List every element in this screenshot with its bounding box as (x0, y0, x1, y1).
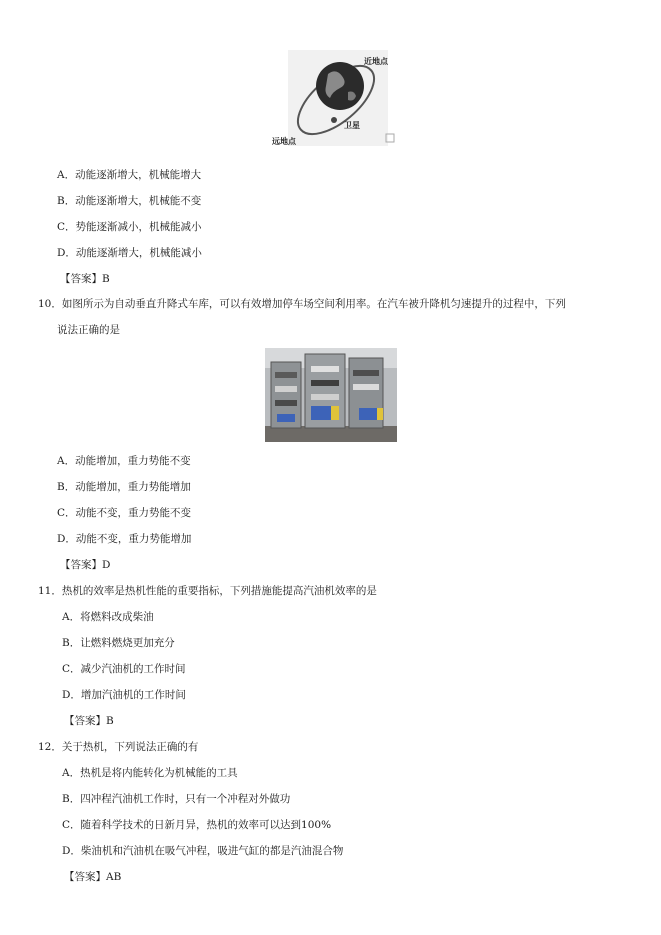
q11-option-a: A．将燃料改成柴油 (62, 611, 154, 623)
q11-option-d: D．增加汽油机的工作时间 (62, 689, 186, 701)
apogee-label: 远地点 (272, 137, 296, 146)
q9-option-d: D．动能逐渐增大，机械能减小 (57, 247, 202, 259)
q10-option-a: A．动能增加，重力势能不变 (57, 455, 191, 467)
q12-option-c: C．随着科学技术的日新月异，热机的效率可以达到100% (62, 819, 332, 831)
q11-stem: 11．热机的效率是热机性能的重要指标，下列措施能提高汽油机效率的是 (38, 585, 377, 597)
parking-garage-photo (265, 348, 397, 442)
q12-answer: 【答案】AB (64, 871, 122, 883)
q10-stem-line1: 10．如图所示为自动垂直升降式车库，可以有效增加停车场空间利用率。在汽车被升降机匀速提升的过程中，下列 (38, 298, 566, 310)
q10-answer: 【答案】D (60, 559, 111, 571)
q10-option-b: B．动能增加，重力势能增加 (57, 481, 191, 493)
q9-option-a: A．动能逐渐增大，机械能增大 (57, 169, 202, 181)
q12-stem: 12．关于热机，下列说法正确的有 (38, 741, 199, 753)
q12-option-d: D．柴油机和汽油机在吸气冲程，吸进气缸的都是汽油混合物 (62, 845, 344, 857)
parking-garage-image (265, 348, 397, 442)
q11-option-b: B．让燃料燃烧更加充分 (62, 637, 175, 649)
q10-option-d: D．动能不变，重力势能增加 (57, 533, 192, 545)
q12-option-a: A．热机是将内能转化为机械能的工具 (62, 767, 238, 779)
q10-stem-line2: 说法正确的是 (57, 324, 120, 336)
q9-option-c: C．势能逐渐减小，机械能减小 (57, 221, 202, 233)
satellite-label: 卫星 (344, 121, 360, 130)
orbit-figure (268, 44, 398, 150)
q10-option-c: C．动能不变，重力势能不变 (57, 507, 192, 519)
perigee-label: 近地点 (364, 57, 388, 66)
q9-option-b: B．动能逐渐增大，机械能不变 (57, 195, 202, 207)
q9-answer: 【答案】B (60, 273, 110, 285)
q11-answer: 【答案】B (64, 715, 114, 727)
q12-option-b: B．四冲程汽油机工作时，只有一个冲程对外做功 (62, 793, 291, 805)
q11-option-c: C．减少汽油机的工作时间 (62, 663, 186, 675)
